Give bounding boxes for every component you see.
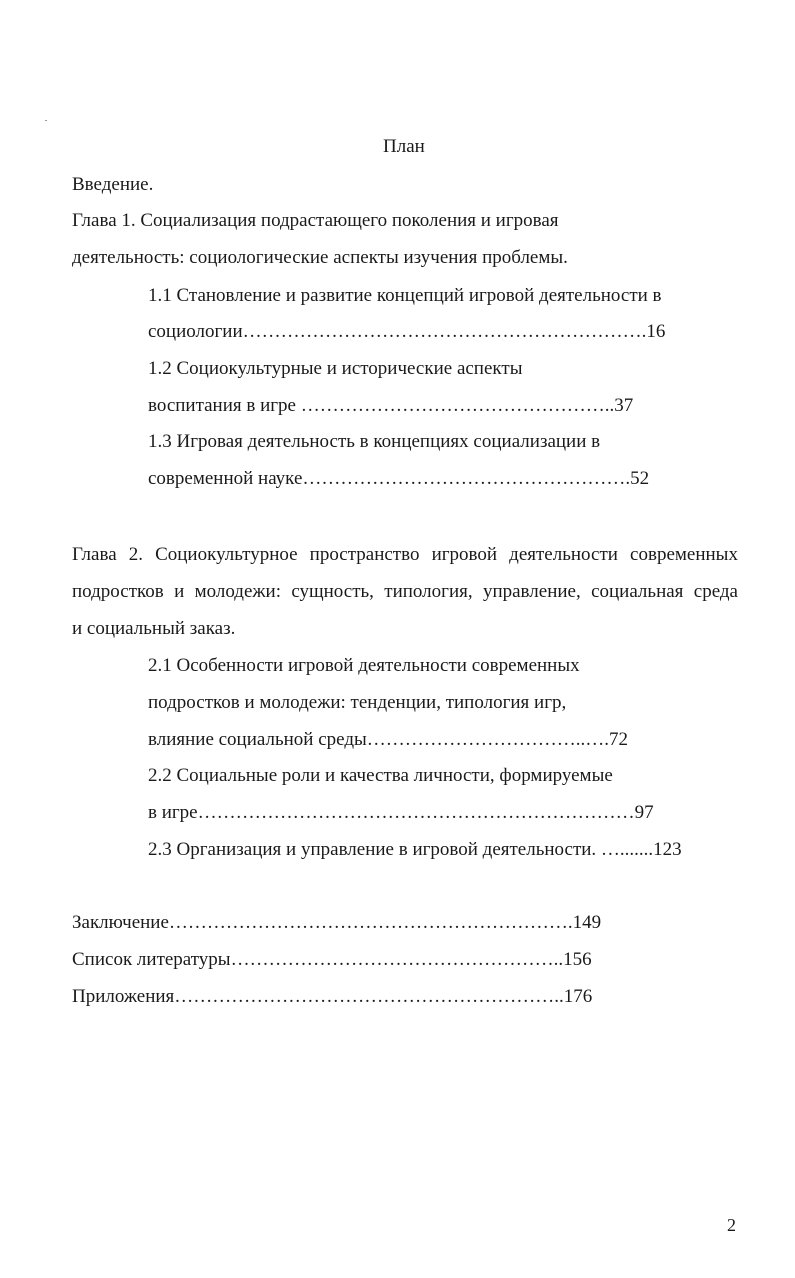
toc-word: молодежи: bbox=[194, 581, 281, 602]
toc-section-2-2-line-2: в игре……………………………………………………………97 bbox=[148, 802, 654, 823]
toc-chapter-1-line-1: Глава 1. Социализация подрастающего поколения и игровая bbox=[72, 210, 559, 231]
toc-word: 2. bbox=[128, 544, 143, 565]
toc-word: современных bbox=[630, 544, 738, 565]
toc-chapter-2-line-1 bbox=[72, 545, 738, 564]
toc-chapter-2-line-3: и социальный заказ. bbox=[72, 618, 236, 639]
toc-word: подростков bbox=[72, 581, 164, 602]
toc-section-2-1-line-3: влияние социальной среды……………………………..….72 bbox=[148, 729, 629, 750]
toc-word: пространство bbox=[309, 544, 420, 565]
toc-bibliography: Список литературы……………………………………………..156 bbox=[72, 949, 592, 970]
toc-section-1-3-line-1: 1.3 Игровая деятельность в концепциях социализации в bbox=[148, 431, 601, 452]
toc-chapter-2-line-2 bbox=[72, 582, 738, 601]
toc-section-1-2-line-2: воспитания в игре …………………………………………..37 bbox=[148, 395, 634, 416]
toc-section-1-1-line-2: социологии……………………………………………………….16 bbox=[148, 321, 666, 342]
toc-word: Социокультурное bbox=[155, 544, 298, 565]
toc-word: деятельности bbox=[509, 544, 618, 565]
toc-word: Глава bbox=[72, 544, 117, 565]
toc-section-2-2-line-1: 2.2 Социальные роли и качества личности, формируемые bbox=[148, 765, 613, 786]
toc-chapter-1-line-2: деятельность: социологические аспекты изучения проблемы. bbox=[72, 247, 568, 268]
toc-word: сущность, bbox=[291, 581, 374, 602]
toc-section-2-1-line-1: 2.1 Особенности игровой деятельности современных bbox=[148, 655, 580, 676]
toc-word: игровой bbox=[431, 544, 498, 565]
page-title: План bbox=[383, 136, 425, 157]
toc-conclusion: Заключение……………………………………………………….149 bbox=[72, 912, 602, 933]
toc-word: и bbox=[174, 581, 185, 602]
scan-mark bbox=[45, 120, 47, 121]
toc-introduction: Введение. bbox=[72, 174, 154, 195]
toc-section-2-1-line-2: подростков и молодежи: тенденции, типология игр, bbox=[148, 692, 567, 713]
toc-word: социальная bbox=[591, 581, 684, 602]
toc-appendices: Приложения……………………………………………………..176 bbox=[72, 986, 593, 1007]
toc-word: среда bbox=[693, 581, 738, 602]
toc-section-1-2-line-1: 1.2 Социокультурные и исторические аспекты bbox=[148, 358, 523, 379]
toc-section-1-3-line-2: современной науке…………………………………………….52 bbox=[148, 468, 650, 489]
toc-section-2-3: 2.3 Организация и управление в игровой деятельности. ….......123 bbox=[148, 839, 682, 860]
page-number: 2 bbox=[727, 1215, 736, 1235]
toc-section-1-1-line-1: 1.1 Становление и развитие концепций игровой деятельности в bbox=[148, 285, 662, 306]
toc-word: управление, bbox=[482, 581, 581, 602]
toc-word: типология, bbox=[384, 581, 473, 602]
